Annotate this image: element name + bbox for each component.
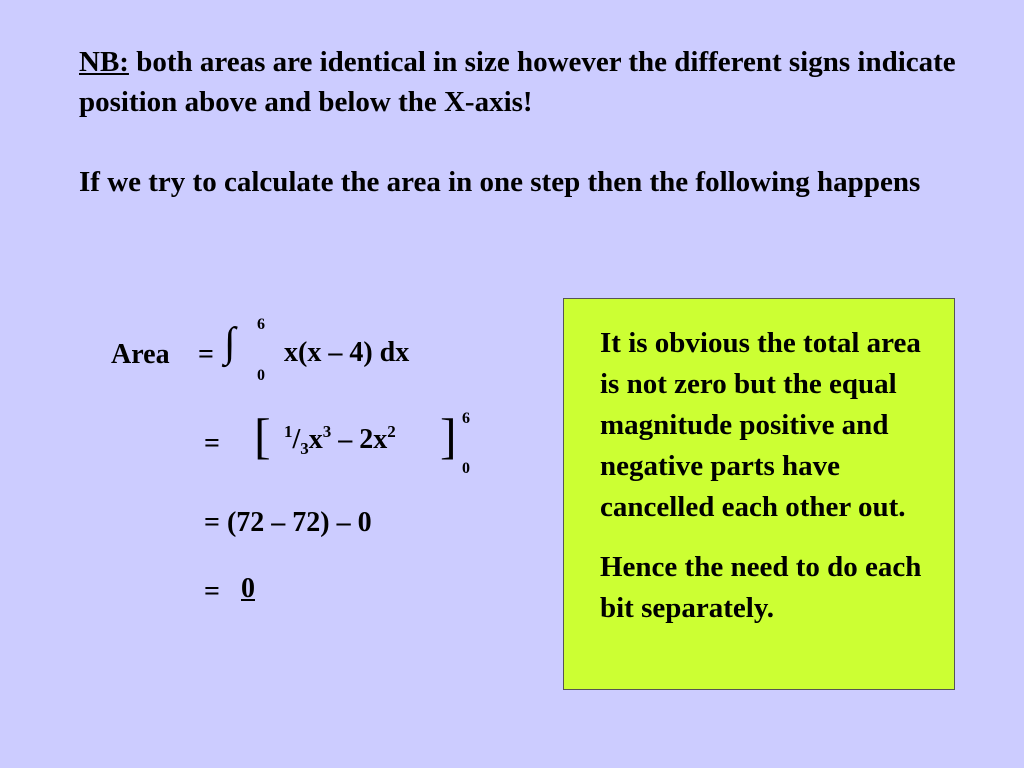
result-equals: =	[204, 576, 220, 607]
callout-text-1: It is obvious the total area is not zero but the equal magnitude positive and negative parts have cancelled each other out.	[600, 327, 921, 523]
x-term: x	[308, 424, 323, 455]
nb-text: both areas are identical in size however the different signs indicate position above and below the X-axis!	[79, 46, 956, 118]
bracket-lower-limit: 0	[462, 460, 470, 477]
area-label: Area	[111, 339, 170, 370]
area-equals: =	[198, 339, 214, 370]
middle-term: – 2x	[331, 424, 388, 455]
result-value: 0	[241, 573, 255, 604]
nb-label: NB:	[79, 46, 129, 78]
coef-denominator: 3	[300, 439, 309, 458]
integral-lower-limit: 0	[257, 367, 265, 384]
open-bracket: [	[254, 408, 271, 464]
power-3: 3	[322, 422, 332, 441]
power-2: 2	[387, 422, 396, 441]
close-bracket: ]	[440, 408, 457, 464]
coef-slash: /	[292, 424, 301, 455]
nb-paragraph	[79, 42, 959, 122]
bracket-upper-limit: 6	[462, 410, 470, 427]
coef-numerator: 1	[284, 422, 293, 441]
integral-upper-limit: 6	[257, 316, 265, 333]
explanation-callout	[563, 298, 955, 690]
integrand: x(x – 4) dx	[284, 337, 410, 368]
integral-icon: ∫	[224, 320, 236, 366]
step-paragraph: If we try to calculate the area in one step then the following happens	[79, 166, 921, 198]
antiderivative-expression	[284, 422, 396, 459]
callout-text-2: Hence the need to do each bit separately.	[600, 551, 922, 624]
antiderivative-equals: =	[204, 428, 220, 459]
evaluation-line: = (72 – 72) – 0	[204, 507, 372, 538]
